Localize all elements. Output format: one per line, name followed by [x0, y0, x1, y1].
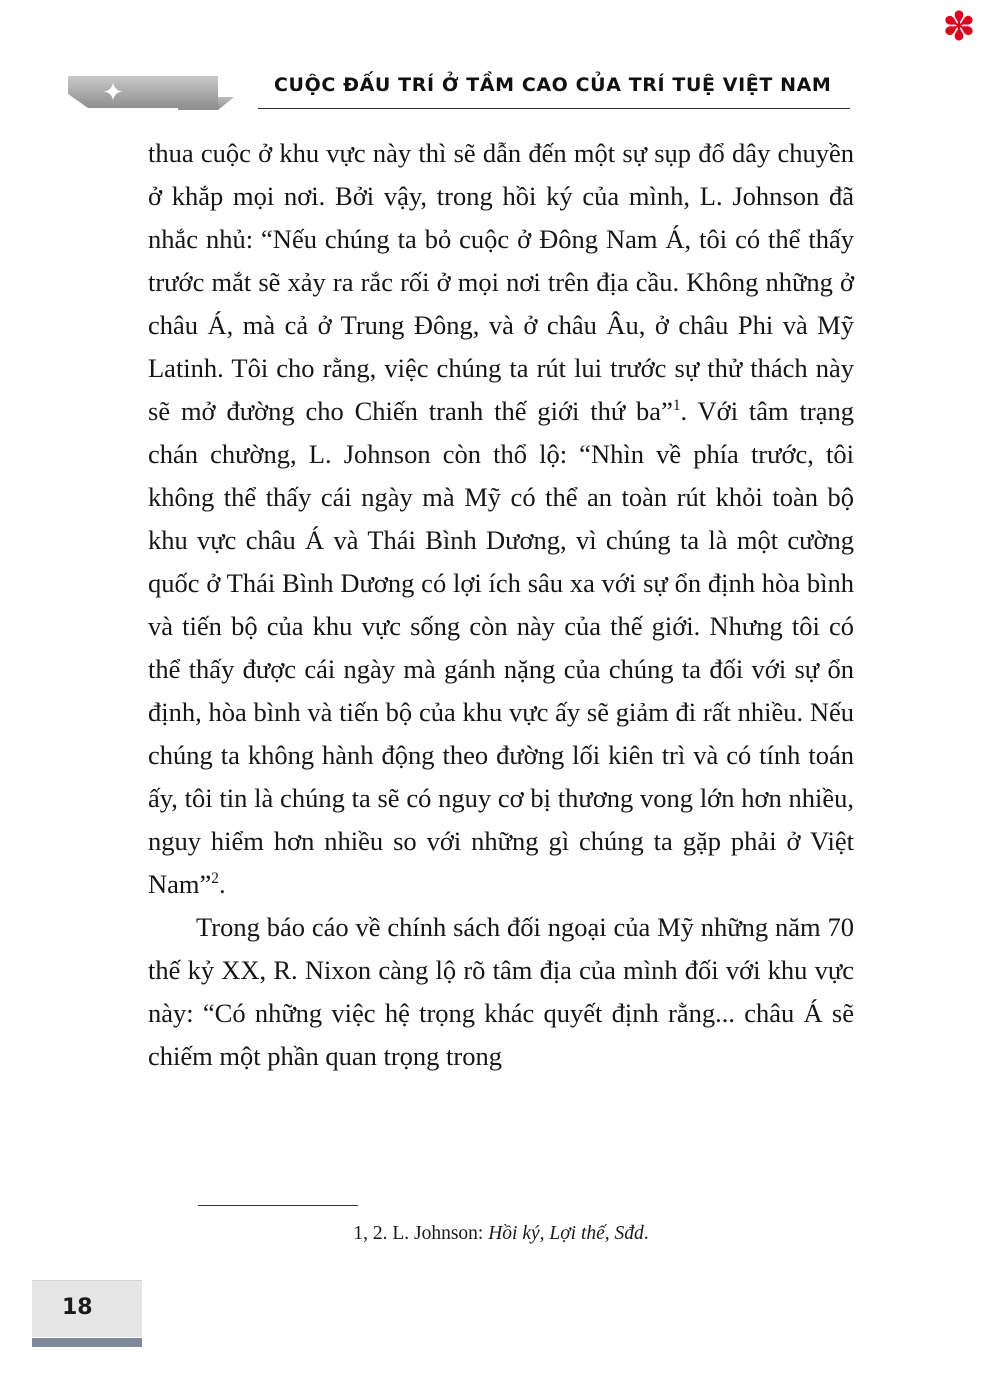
paragraph-1-end: .	[218, 869, 226, 899]
header-divider	[258, 108, 850, 109]
paragraph-1-continued: . Với tâm trạng chán chường, L. Johnson còn thổ lộ: “Nhìn về phía trước, tôi không thể thấy cái ngày mà Mỹ có thể an toàn rút khỏi toàn bộ khu vực châu Á và Thái Bình Dương, vì chúng ta là một cường quốc ở Thái Bình Dương có lợi ích sâu xa với sự ổn định hòa bình và tiến bộ của khu vực sống còn này của thế giới. Nhưng tôi có thể thấy được cái ngày mà gánh nặng của chúng ta đối với sự ổn định, hòa bình và tiến bộ của khu vực ấy sẽ giảm đi rất nhiều. Nếu chúng ta không hành động theo đường lối kiên trì và có tính toán ấy, tôi tin là chúng ta sẽ có nguy cơ bị thương vong lớn hơn nhiều, nguy hiểm hơn nhiều so với những gì chúng ta gặp phải ở Việt Nam”	[148, 396, 854, 899]
footnote-area	[148, 1205, 854, 1248]
page-number-block	[32, 1280, 142, 1337]
footnote-prefix: 1, 2. L. Johnson:	[353, 1223, 489, 1244]
footnote-ref-1: 1	[672, 397, 681, 415]
footnote-text	[148, 1220, 854, 1248]
paragraph-1	[148, 132, 854, 906]
running-header-title: CUỘC ĐẤU TRÍ Ở TẦM CAO CỦA TRÍ TUỆ VIỆT NAM	[274, 74, 832, 96]
paragraph-1-text: thua cuộc ở khu vực này thì sẽ dẫn đến một sự sụp đổ dây chuyền ở khắp mọi nơi. Bởi vậy, trong hồi ký của mình, L. Johnson đã nhắc nhủ: “Nếu chúng ta bỏ cuộc ở Đông Nam Á, tôi có thể thấy trước mắt sẽ xảy ra rắc rối ở mọi nơi trên địa cầu. Không những ở châu Á, mà cả ở Trung Đông, và ở châu Âu, ở châu Phi và Mỹ Latinh. Tôi cho rằng, việc chúng ta rút lui trước sự thử thách này sẽ mở đường cho Chiến tranh thế giới thứ ba”	[148, 138, 854, 426]
footnote-suffix: .	[643, 1223, 649, 1244]
footnote-divider	[198, 1205, 358, 1206]
header-banner-decoration	[68, 76, 218, 112]
page-body	[148, 132, 854, 1078]
page-number-accent-bar	[32, 1338, 142, 1347]
asterisk-ornament-icon: ✽	[942, 4, 976, 50]
running-header	[68, 68, 850, 120]
banner-shape	[68, 76, 218, 108]
paragraph-2	[148, 906, 854, 1078]
paragraph-2-text: Trong báo cáo về chính sách đối ngoại của Mỹ những năm 70 thế kỷ XX, R. Nixon càng lộ rõ tâm địa của mình đối với khu vực này: “Có những việc hệ trọng khác quyết định rằng... châu Á sẽ chiếm một phần quan trọng trong	[148, 912, 854, 1071]
page-number: 18	[62, 1295, 93, 1320]
footnote-title: Hồi ký, Lợi thế, Sđd	[488, 1223, 644, 1244]
star-icon: ✦	[102, 78, 124, 108]
footnote-ref-2: 2	[211, 870, 219, 888]
